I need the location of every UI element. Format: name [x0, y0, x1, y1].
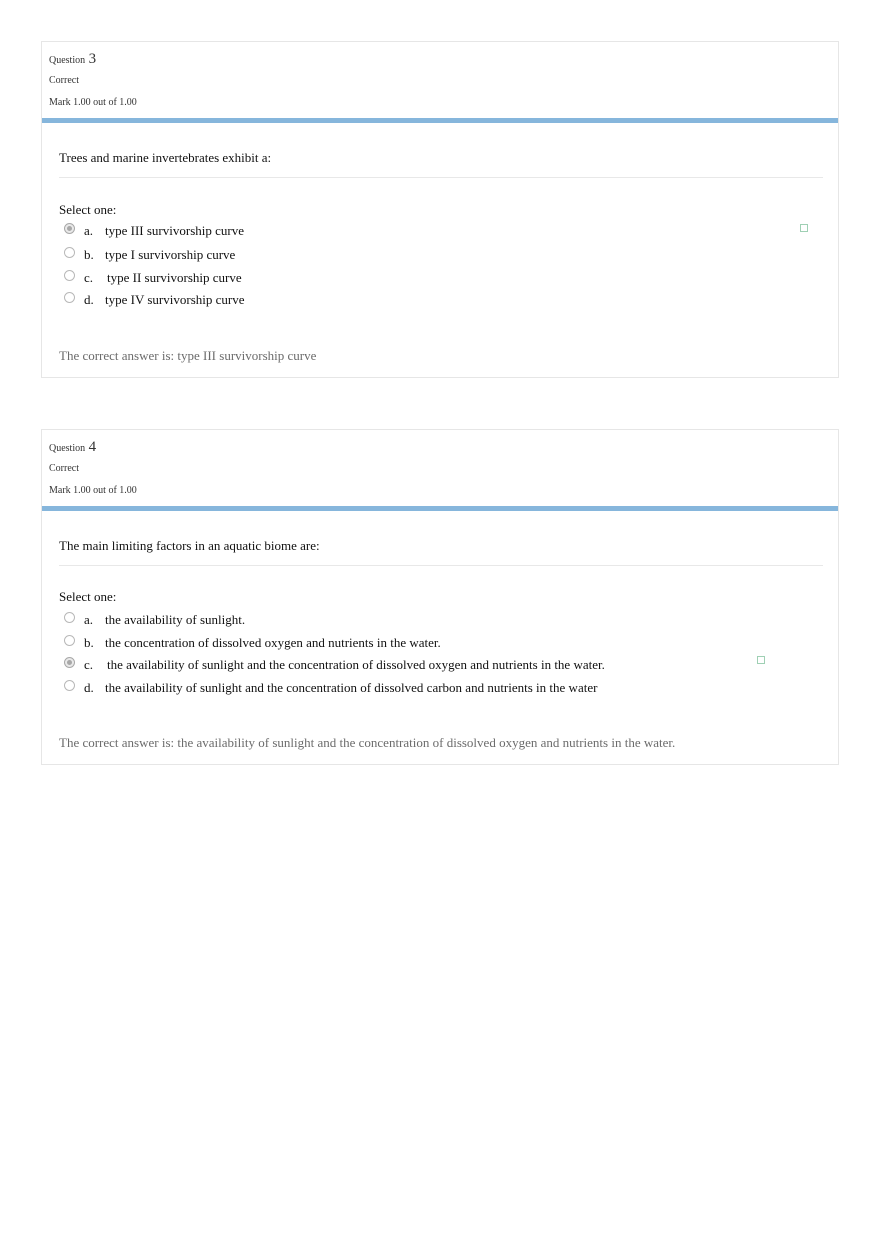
question-grade: Mark 1.00 out of 1.00: [49, 485, 137, 496]
question-card-4: [41, 429, 839, 765]
radio-unselected-icon[interactable]: [64, 635, 75, 646]
radio-unselected-icon[interactable]: [64, 292, 75, 303]
select-one-prompt: Select one:: [59, 589, 117, 604]
question-info: [42, 430, 838, 511]
question-state: Correct: [49, 463, 79, 474]
question-card-3: [41, 41, 839, 378]
answer-letter: b.: [84, 635, 94, 650]
answer-letter: b.: [84, 247, 94, 262]
answer-text: type III survivorship curve: [105, 223, 244, 238]
correct-answer-feedback: The correct answer is: type III survivorship curve: [59, 348, 317, 363]
correct-check-icon: [757, 656, 765, 664]
question-title: [49, 51, 96, 69]
answer-letter: c.: [84, 657, 94, 672]
question-grade: Mark 1.00 out of 1.00: [49, 97, 137, 108]
question-text: Trees and marine invertebrates exhibit a:: [59, 150, 272, 165]
question-title: [49, 439, 96, 457]
radio-selected-icon[interactable]: [64, 657, 75, 668]
radio-unselected-icon[interactable]: [64, 680, 75, 691]
answer-letter: c.: [84, 270, 94, 285]
question-label: Question: [49, 55, 86, 66]
answer-text: type IV survivorship curve: [105, 292, 245, 307]
correct-check-icon: [800, 224, 808, 232]
question-state: Correct: [49, 75, 79, 86]
answer-text: type II survivorship curve: [107, 270, 242, 285]
radio-unselected-icon[interactable]: [64, 612, 75, 623]
answer-text: the concentration of dissolved oxygen and nutrients in the water.: [105, 635, 441, 650]
select-one-prompt: Select one:: [59, 202, 117, 217]
answer-text: type I survivorship curve: [105, 247, 236, 262]
answer-text: the availability of sunlight and the concentration of dissolved carbon and nutrients in the water: [105, 680, 598, 695]
answer-letter: a.: [84, 223, 94, 238]
question-number: 4: [88, 439, 97, 455]
question-divider: [59, 565, 823, 566]
radio-unselected-icon[interactable]: [64, 247, 75, 258]
correct-answer-feedback: The correct answer is: the availability of sunlight and the concentration of dissolved oxygen and nutrients in the water.: [59, 735, 676, 750]
radio-unselected-icon[interactable]: [64, 270, 75, 281]
answer-letter: d.: [84, 292, 94, 307]
question-text: The main limiting factors in an aquatic biome are:: [59, 538, 320, 553]
radio-selected-icon[interactable]: [64, 223, 75, 234]
question-number: 3: [88, 51, 97, 67]
answer-letter: a.: [84, 612, 94, 627]
answer-text: the availability of sunlight and the concentration of dissolved oxygen and nutrients in the water.: [107, 657, 605, 672]
question-label: Question: [49, 443, 86, 454]
question-divider: [59, 177, 823, 178]
answer-letter: d.: [84, 680, 94, 695]
question-info: [42, 42, 838, 123]
answer-text: the availability of sunlight.: [105, 612, 246, 627]
